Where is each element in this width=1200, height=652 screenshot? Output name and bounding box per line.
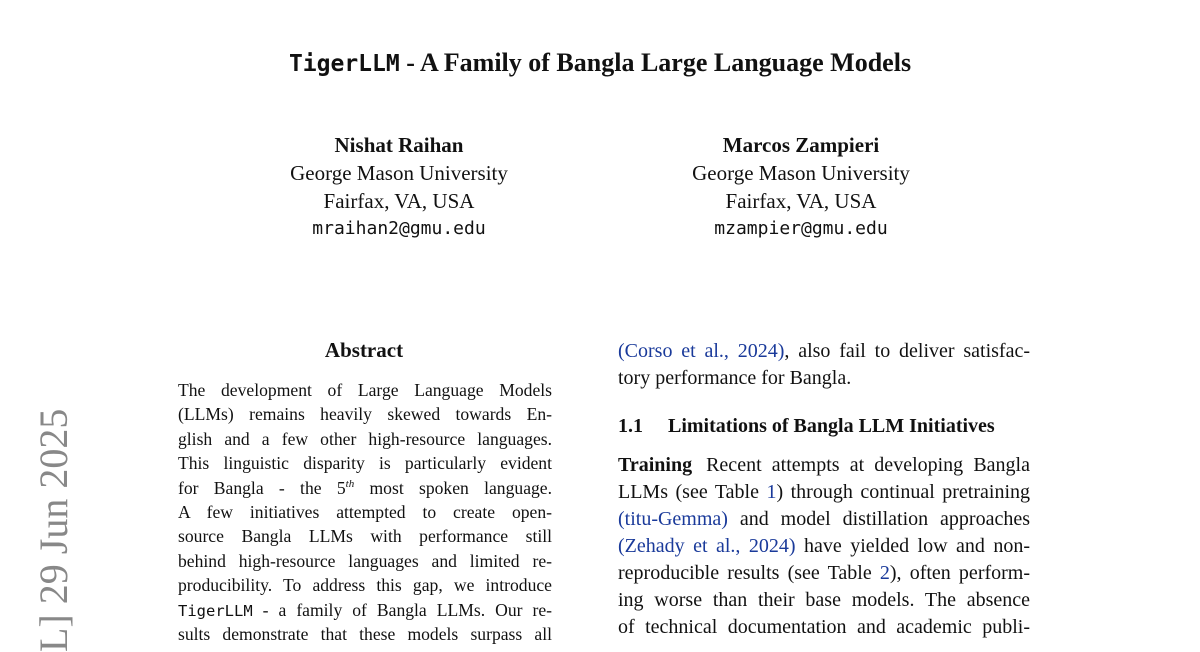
body-text: reproducible results (see Table (618, 562, 880, 584)
abstract-line-text: for Bangla - the 5 (178, 477, 346, 498)
arxiv-side-stamp: L] 29 Jun 2025 (31, 408, 76, 652)
abstract-line: glish and a few other high-resource languages. (178, 428, 552, 449)
body-line (618, 533, 1030, 560)
body-text: have yielded low and non- (795, 535, 1030, 557)
author-email[interactable]: mraihan2@gmu.edu (312, 218, 486, 239)
body-line: of technical documentation and academic publi- (618, 616, 1030, 638)
abstract-heading: Abstract (324, 338, 404, 362)
abstract-line: producibility. To address this gap, we introduce (178, 575, 552, 596)
right-column (618, 338, 1030, 641)
author-block-2 (641, 131, 961, 243)
body-line (618, 452, 1030, 479)
author-location: Fairfax, VA, USA (725, 189, 877, 213)
table-ref-link[interactable]: 2 (879, 562, 890, 584)
ordinal-superscript: th (345, 477, 355, 490)
abstract-line-text: most spoken language. (354, 477, 553, 498)
section-title: Limitations of Bangla LLM Initiatives (668, 415, 995, 437)
body-line (618, 560, 1030, 587)
section-heading (618, 413, 1030, 440)
citation-link[interactable]: (Corso et al., 2024) (618, 340, 785, 362)
author-affiliation: George Mason University (290, 161, 508, 185)
abstract-line: source Bangla LLMs with performance still (178, 526, 552, 547)
paragraph-run-in-heading: Training (618, 454, 693, 476)
body-line: ing worse than their base models. The absence (618, 589, 1030, 611)
title-model-name: TigerLLM (288, 51, 400, 77)
table-ref-link[interactable]: 1 (766, 481, 777, 503)
author-email[interactable]: mzampier@gmu.edu (714, 218, 888, 239)
author-name: Marcos Zampieri (722, 133, 880, 157)
paper-title (0, 48, 1200, 78)
author-location: Fairfax, VA, USA (323, 189, 475, 213)
citation-link[interactable]: (Zehady et al., 2024) (618, 535, 796, 557)
author-name: Nishat Raihan (334, 133, 464, 157)
author-block-1 (239, 131, 559, 243)
abstract-line (178, 598, 552, 622)
author-affiliation: George Mason University (692, 161, 910, 185)
body-line: tory performance for Bangla. (618, 367, 852, 389)
abstract-line: behind high-resource languages and limited re- (178, 550, 552, 571)
body-line (618, 338, 1030, 365)
abstract-line: This linguistic disparity is particularly evident (178, 453, 552, 474)
body-line (618, 506, 1030, 533)
body-text: , also fail to deliver satisfac- (784, 340, 1030, 362)
citation-link[interactable]: (titu-Gemma) (618, 508, 728, 530)
abstract-line: The development of Large Language Models (178, 380, 552, 400)
abstract-body (178, 378, 552, 646)
body-text: Recent attempts at developing Bangla (706, 454, 1030, 476)
body-line (618, 479, 1030, 506)
section-number: 1.1 (618, 415, 643, 437)
body-text: and model distillation approaches (727, 508, 1030, 530)
abstract-line: A few initiatives attempted to create open- (178, 501, 552, 522)
model-name: TigerLLM (178, 601, 253, 620)
abstract-line: (LLMs) remains heavily skewed towards En- (178, 404, 552, 425)
title-text: - A Family of Bangla Large Language Models (399, 48, 912, 77)
abstract-line (178, 476, 552, 500)
abstract-line-text: - a family of Bangla LLMs. Our re- (252, 599, 552, 620)
body-text: LLMs (see Table (618, 481, 767, 503)
body-text: ) through continual pretraining (776, 481, 1031, 503)
abstract-line: sults demonstrate that these models surpass all (178, 623, 552, 644)
body-text: ), often perform- (889, 562, 1031, 584)
